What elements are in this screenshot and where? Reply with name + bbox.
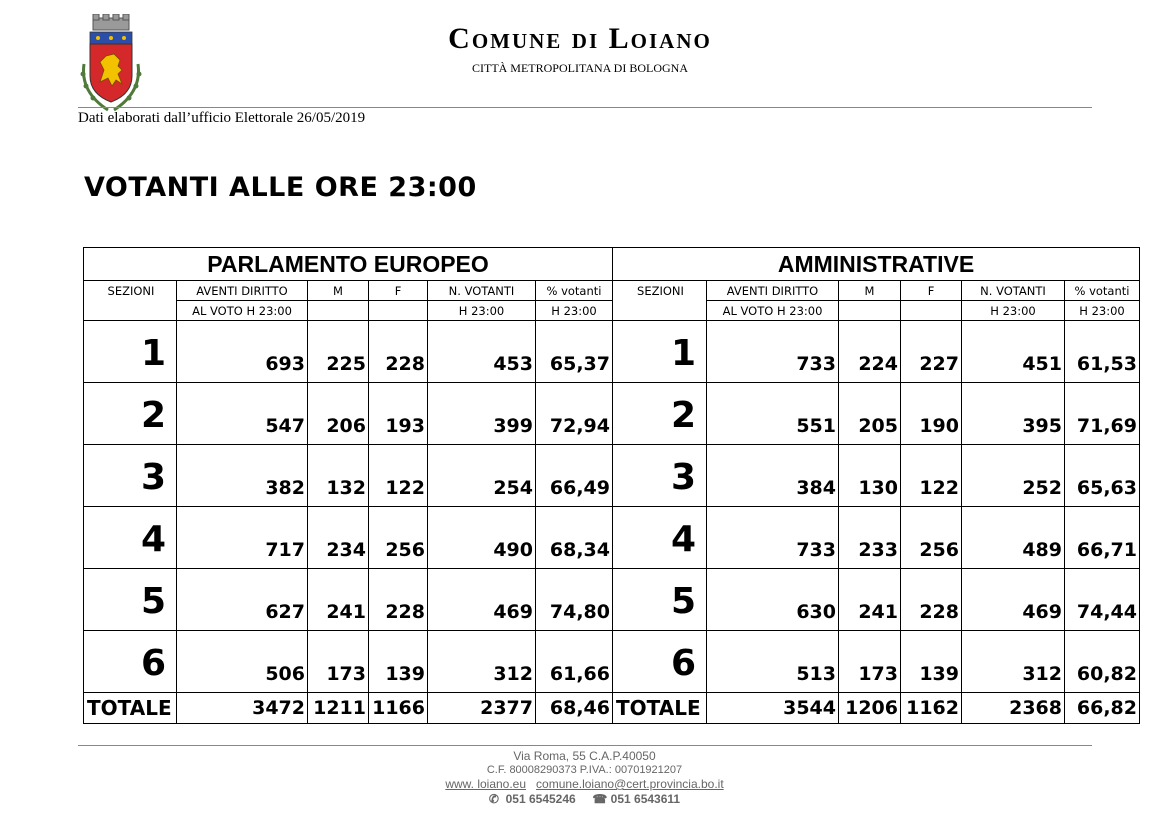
section-number: 4 bbox=[613, 507, 707, 569]
section-number: 5 bbox=[84, 569, 177, 631]
column-header-row bbox=[84, 301, 1140, 321]
column-header: N. VOTANTI bbox=[428, 281, 536, 301]
section-heading: VOTANTI ALLE ORE 23:00 bbox=[84, 172, 477, 203]
column-header: % votanti bbox=[1065, 281, 1140, 301]
phone-number: 051 6545246 bbox=[505, 792, 576, 806]
value-cell: 513 bbox=[707, 631, 839, 693]
group-header-amministrative: AMMINISTRATIVE bbox=[613, 248, 1140, 281]
title-initial-1: C bbox=[448, 22, 472, 55]
column-header: H 23:00 bbox=[962, 301, 1065, 321]
title-rest-1: omune di bbox=[471, 22, 609, 55]
table-row bbox=[84, 321, 1140, 383]
value-cell: 227 bbox=[901, 321, 962, 383]
column-header bbox=[369, 301, 428, 321]
section-number: 2 bbox=[613, 383, 707, 445]
value-cell: 206 bbox=[308, 383, 369, 445]
value-cell: 252 bbox=[962, 445, 1065, 507]
total-cell: 68,46 bbox=[536, 693, 613, 724]
column-header: % votanti bbox=[536, 281, 613, 301]
value-cell: 122 bbox=[369, 445, 428, 507]
group-header-row bbox=[84, 248, 1140, 281]
column-header: AVENTI DIRITTO bbox=[707, 281, 839, 301]
value-cell: 312 bbox=[962, 631, 1065, 693]
column-header-row bbox=[84, 281, 1140, 301]
value-cell: 490 bbox=[428, 507, 536, 569]
total-cell: 66,82 bbox=[1065, 693, 1140, 724]
column-header bbox=[613, 301, 707, 321]
column-header: M bbox=[839, 281, 901, 301]
value-cell: 173 bbox=[839, 631, 901, 693]
value-cell: 693 bbox=[177, 321, 308, 383]
value-cell: 451 bbox=[962, 321, 1065, 383]
section-number: 1 bbox=[84, 321, 177, 383]
footer-address: Via Roma, 55 C.A.P.40050 bbox=[513, 749, 656, 763]
value-cell: 399 bbox=[428, 383, 536, 445]
column-header: SEZIONI bbox=[84, 281, 177, 301]
value-cell: 469 bbox=[428, 569, 536, 631]
section-number: 4 bbox=[84, 507, 177, 569]
page-subtitle: CITTÀ METROPOLITANA DI BOLOGNA bbox=[471, 61, 689, 75]
group-header-europee: PARLAMENTO EUROPEO bbox=[84, 248, 613, 281]
value-cell: 224 bbox=[839, 321, 901, 383]
column-header bbox=[84, 301, 177, 321]
column-header bbox=[901, 301, 962, 321]
column-header: AL VOTO H 23:00 bbox=[707, 301, 839, 321]
footer-phones bbox=[0, 792, 1169, 806]
value-cell: 122 bbox=[901, 445, 962, 507]
value-cell: 74,44 bbox=[1065, 569, 1140, 631]
totals-row bbox=[84, 693, 1140, 724]
section-number: 6 bbox=[613, 631, 707, 693]
value-cell: 733 bbox=[707, 507, 839, 569]
column-header: N. VOTANTI bbox=[962, 281, 1065, 301]
phone-icon: ✆ bbox=[488, 792, 499, 806]
total-label: TOTALE bbox=[84, 693, 177, 724]
value-cell: 254 bbox=[428, 445, 536, 507]
value-cell: 71,69 bbox=[1065, 383, 1140, 445]
value-cell: 469 bbox=[962, 569, 1065, 631]
value-cell: 234 bbox=[308, 507, 369, 569]
column-header: H 23:00 bbox=[536, 301, 613, 321]
column-header: H 23:00 bbox=[428, 301, 536, 321]
value-cell: 68,34 bbox=[536, 507, 613, 569]
value-cell: 66,71 bbox=[1065, 507, 1140, 569]
value-cell: 733 bbox=[707, 321, 839, 383]
column-header: H 23:00 bbox=[1065, 301, 1140, 321]
page-title bbox=[330, 22, 830, 56]
total-cell: 2368 bbox=[962, 693, 1065, 724]
column-header: F bbox=[901, 281, 962, 301]
value-cell: 256 bbox=[901, 507, 962, 569]
column-header: F bbox=[369, 281, 428, 301]
section-number: 2 bbox=[84, 383, 177, 445]
value-cell: 551 bbox=[707, 383, 839, 445]
value-cell: 173 bbox=[308, 631, 369, 693]
column-header bbox=[308, 301, 369, 321]
coat-of-arms-icon bbox=[78, 14, 144, 112]
section-number: 5 bbox=[613, 569, 707, 631]
value-cell: 61,53 bbox=[1065, 321, 1140, 383]
table-row bbox=[84, 507, 1140, 569]
total-cell: 1162 bbox=[901, 693, 962, 724]
value-cell: 717 bbox=[177, 507, 308, 569]
title-rest-2: oiano bbox=[630, 22, 712, 55]
website-link[interactable]: www. loiano.eu bbox=[445, 777, 527, 791]
column-header: AL VOTO H 23:00 bbox=[177, 301, 308, 321]
value-cell: 139 bbox=[369, 631, 428, 693]
value-cell: 72,94 bbox=[536, 383, 613, 445]
value-cell: 65,37 bbox=[536, 321, 613, 383]
value-cell: 627 bbox=[177, 569, 308, 631]
value-cell: 139 bbox=[901, 631, 962, 693]
pec-email-link[interactable]: comune.loiano@cert.provincia.bo.it bbox=[536, 777, 724, 791]
section-number: 6 bbox=[84, 631, 177, 693]
total-cell: 3544 bbox=[707, 693, 839, 724]
fax-icon: ☎ bbox=[592, 792, 608, 806]
total-cell: 2377 bbox=[428, 693, 536, 724]
total-cell: 3472 bbox=[177, 693, 308, 724]
table-row bbox=[84, 383, 1140, 445]
value-cell: 547 bbox=[177, 383, 308, 445]
table-row bbox=[84, 569, 1140, 631]
value-cell: 130 bbox=[839, 445, 901, 507]
value-cell: 395 bbox=[962, 383, 1065, 445]
section-number: 3 bbox=[613, 445, 707, 507]
title-initial-2: L bbox=[608, 22, 631, 55]
value-cell: 228 bbox=[901, 569, 962, 631]
table-row bbox=[84, 445, 1140, 507]
value-cell: 382 bbox=[177, 445, 308, 507]
value-cell: 228 bbox=[369, 569, 428, 631]
voters-table bbox=[83, 247, 1140, 724]
footer-divider bbox=[78, 745, 1092, 746]
total-label: TOTALE bbox=[613, 693, 707, 724]
value-cell: 489 bbox=[962, 507, 1065, 569]
section-number: 1 bbox=[613, 321, 707, 383]
value-cell: 61,66 bbox=[536, 631, 613, 693]
section-number: 3 bbox=[84, 445, 177, 507]
value-cell: 193 bbox=[369, 383, 428, 445]
header-divider bbox=[78, 107, 1092, 108]
value-cell: 453 bbox=[428, 321, 536, 383]
value-cell: 241 bbox=[839, 569, 901, 631]
value-cell: 132 bbox=[308, 445, 369, 507]
value-cell: 233 bbox=[839, 507, 901, 569]
total-cell: 1166 bbox=[369, 693, 428, 724]
value-cell: 205 bbox=[839, 383, 901, 445]
column-header: M bbox=[308, 281, 369, 301]
value-cell: 190 bbox=[901, 383, 962, 445]
value-cell: 228 bbox=[369, 321, 428, 383]
fax-number: 051 6543611 bbox=[610, 792, 681, 806]
table-row bbox=[84, 631, 1140, 693]
value-cell: 60,82 bbox=[1065, 631, 1140, 693]
value-cell: 506 bbox=[177, 631, 308, 693]
value-cell: 66,49 bbox=[536, 445, 613, 507]
value-cell: 630 bbox=[707, 569, 839, 631]
footer-fiscal: C.F. 80008290373 P.IVA.: 00701921207 bbox=[486, 764, 683, 776]
total-cell: 1211 bbox=[308, 693, 369, 724]
total-cell: 1206 bbox=[839, 693, 901, 724]
value-cell: 312 bbox=[428, 631, 536, 693]
column-header bbox=[839, 301, 901, 321]
column-header: SEZIONI bbox=[613, 281, 707, 301]
value-cell: 256 bbox=[369, 507, 428, 569]
value-cell: 384 bbox=[707, 445, 839, 507]
value-cell: 74,80 bbox=[536, 569, 613, 631]
footer-links bbox=[0, 777, 1169, 791]
column-header: AVENTI DIRITTO bbox=[177, 281, 308, 301]
value-cell: 241 bbox=[308, 569, 369, 631]
value-cell: 65,63 bbox=[1065, 445, 1140, 507]
value-cell: 225 bbox=[308, 321, 369, 383]
data-note: Dati elaborati dall’ufficio Elettorale 26/05/2019 bbox=[78, 110, 366, 126]
